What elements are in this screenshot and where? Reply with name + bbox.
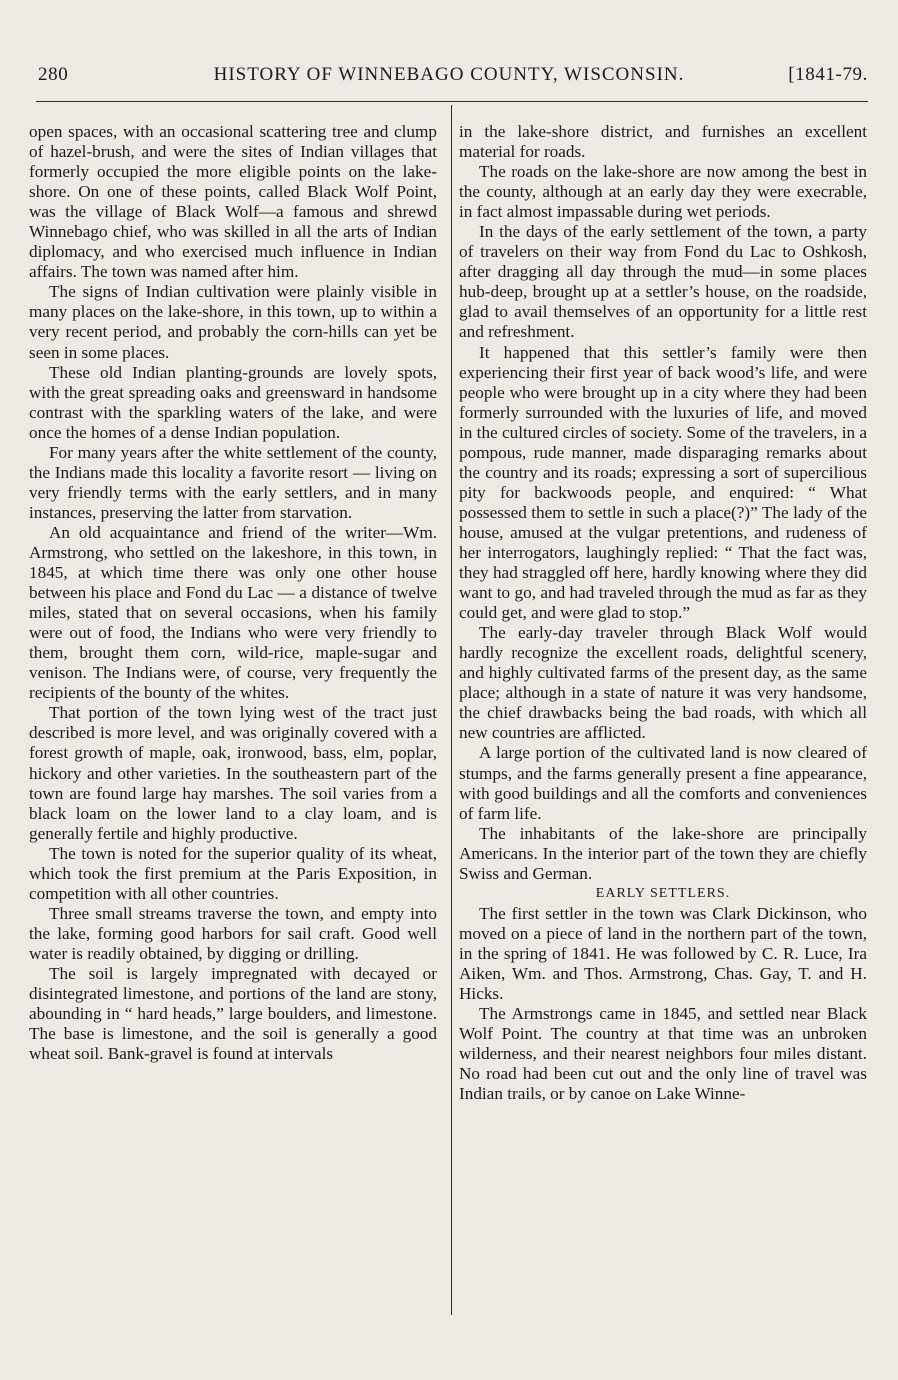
paragraph: A large portion of the cultivated land is now cleared of stumps, and the farms generally present a fine appearance, with good buildings and all the comforts and conveniences of farm life.	[459, 743, 867, 823]
paragraph: The roads on the lake-shore are now among the best in the county, although at an early day they were execrable, in fact almost impassable during wet periods.	[459, 162, 867, 222]
page-number: 280	[38, 64, 69, 85]
running-header	[30, 60, 868, 94]
paragraph: It happened that this settler’s family were then experiencing their first year of back wood’s life, and were people who were brought up in a city where they had been formerly surrounded with the luxuries of life, and moved in the cultured circles of society. Some of the travelers, in a pompous, rude manner, made disparaging remarks about the country and its roads; expressing a sort of supercilious pity for backwoods people, and enquired: “ What possessed them to settle in such a place(?)” The lady of the house, amused at the vulgar pretentions, and rudeness of her interrogators, laughingly replied: “ That the fact was, they had straggled off here, hardly knowing where they did want to go, and had traveled through the mud as far as they could get, and were glad to stop.”	[459, 342, 867, 623]
paragraph: in the lake-shore district, and furnishes an excellent material for roads.	[459, 122, 867, 162]
year-range: [1841-79.	[788, 64, 868, 85]
paragraph: That portion of the town lying west of the tract just described is more level, and was originally covered with a forest growth of maple, oak, ironwood, bass, elm, poplar, hickory and other varieties. In the southeastern part of the town are found large hay marshes. The soil varies from a black loam on the lower land to a clay loam, and is generally fertile and highly productive.	[29, 703, 437, 843]
paragraph: For many years after the white settlement of the county, the Indians made this locality a favorite resort — living on very friendly terms with the early settlers, and in many instances, preserving the latter from starvation.	[29, 442, 437, 522]
paragraph: An old acquaintance and friend of the writer—Wm. Armstrong, who settled on the lakeshore, in this town, in 1845, at which time there was only one other house between his place and Fond du Lac — a distance of twelve miles, stated that on several occasions, when his family were out of food, the Indians who were very friendly to them, brought them corn, wild-rice, maple-sugar and venison. The Indians were, of course, very frequently the recipients of the bounty of the whites.	[29, 522, 437, 703]
paragraph: The town is noted for the superior quality of its wheat, which took the first premium at the Paris Exposition, in competition with all other countries.	[29, 843, 437, 903]
paragraph: The first settler in the town was Clark Dickinson, who moved on a piece of land in the northern part of the town, in the spring of 1841. He was followed by C. R. Luce, Ira Aiken, Wm. and Thos. Armstrong, Chas. Gay, T. and H. Hicks.	[459, 903, 867, 1004]
header-rule	[36, 101, 868, 102]
left-column	[29, 122, 437, 1064]
section-heading: EARLY SETTLERS.	[595, 885, 731, 901]
paragraph: Three small streams traverse the town, and empty into the lake, forming good harbors for sail craft. Good well water is readily obtained, by digging or drilling.	[29, 903, 437, 963]
paragraph: The signs of Indian cultivation were plainly visible in many places on the lake-shore, in this town, up to within a very recent period, and probably the corn-hills can yet be seen in some places.	[29, 282, 437, 362]
paragraph: These old Indian planting-grounds are lovely spots, with the great spreading oaks and greensward in handsome contrast with the sparkling waters of the lake, and were once the homes of a dense Indian population.	[29, 362, 437, 442]
running-title: HISTORY OF WINNEBAGO COUNTY, WISCONSIN.	[213, 64, 685, 85]
column-divider	[451, 105, 452, 1315]
paragraph: The inhabitants of the lake-shore are principally Americans. In the interior part of the town they are chiefly Swiss and German.	[459, 823, 867, 883]
paragraph: The early-day traveler through Black Wolf would hardly recognize the excellent roads, delightful scenery, and highly cultivated farms of the present day, as the same place; although in a state of nature it was very handsome, the chief drawbacks being the bad roads, with which all new countries are afflicted.	[459, 623, 867, 743]
paragraph: The Armstrongs came in 1845, and settled near Black Wolf Point. The country at that time was an unbroken wilderness, and their nearest neighbors four miles distant. No road had been cut out and the only line of travel was Indian trails, or by canoe on Lake Winne-	[459, 1004, 867, 1104]
paragraph: In the days of the early settlement of the town, a party of travelers on their way from Fond du Lac to Oshkosh, after dragging all day through the mud—in some places hub-deep, brought up at a settler’s house, on the roadside, glad to avail themselves of an opportunity for a little rest and refreshment.	[459, 222, 867, 342]
right-column	[459, 122, 867, 1104]
paragraph: The soil is largely impregnated with decayed or disintegrated limestone, and portions of the land are stony, abounding in “ hard heads,” large boulders, and limestone. The base is limestone, and the soil is generally a good wheat soil. Bank-gravel is found at intervals	[29, 963, 437, 1064]
paragraph: open spaces, with an occasional scattering tree and clump of hazel-brush, and were the sites of Indian villages that formerly occupied the more eligible points on the lake-shore. On one of these points, called Black Wolf Point, was the village of Black Wolf—a famous and shrewd Winnebago chief, who was skilled in all the arts of Indian diplomacy, and who exercised much influence in Indian affairs. The town was named after him.	[29, 122, 437, 282]
